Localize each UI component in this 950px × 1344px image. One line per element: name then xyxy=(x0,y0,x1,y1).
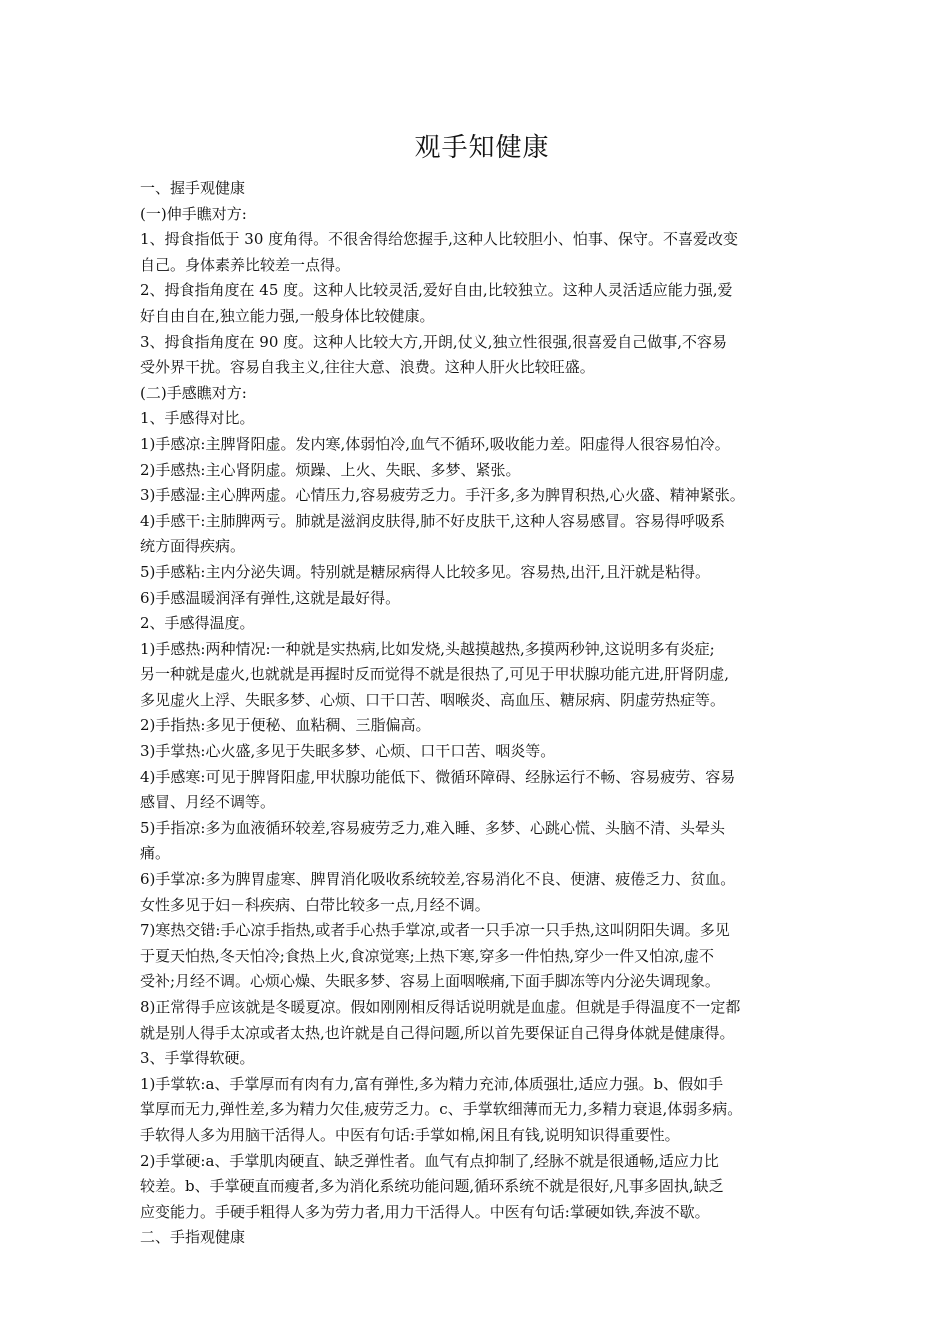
text-line: 3、拇食指角度在 90 度。这种人比较大方,开朗,仗义,独立性很强,很喜爱自己做事,不容易 xyxy=(140,332,728,351)
text-line: 受补;月经不调。心烦心燥、失眠多梦、容易上面咽喉痛,下面手脚冻等内分泌失调现象。 xyxy=(140,972,720,991)
text-line: 好自由自在,独立能力强,一般身体比较健康。 xyxy=(140,306,435,325)
text-line: 应变能力。手硬手粗得人多为劳力者,用力干活得人。中医有句话:掌硬如铁,奔波不歇。 xyxy=(140,1202,710,1221)
text-line: 就是别人得手太凉或者太热,也许就是自己得问题,所以首先要保证自己得身体就是健康得。 xyxy=(140,1023,735,1042)
text-line: 1、拇食指低于 30 度角得。不很舍得给您握手,这种人比较胆小、怕事、保守。不喜爱改变 xyxy=(140,230,738,249)
text-line: 2、手感得温度。 xyxy=(140,614,255,633)
text-line: 1)手感凉:主脾肾阳虚。发内寒,体弱怕冷,血气不循环,吸收能力差。阳虚得人很容易怕冷。 xyxy=(140,434,730,453)
text-line: 一、握手观健康 xyxy=(140,179,246,197)
text-line: 8)正常得手应该就是冬暖夏凉。假如刚刚相反得话说明就是血虚。但就是手得温度不一定都 xyxy=(140,998,741,1016)
text-line: 掌厚而无力,弹性差,多为精力欠佳,疲劳乏力。c、手掌软细薄而无力,多精力衰退,体弱多病。 xyxy=(140,1100,743,1119)
text-line: 4)手感干:主肺脾两亏。肺就是滋润皮肤得,肺不好皮肤干,这种人容易感冒。容易得呼吸系 xyxy=(140,511,725,530)
text-line: 5)手指凉:多为血液循环较差,容易疲劳乏力,难入睡、多梦、心跳心慌、头脑不清、头晕头 xyxy=(140,818,725,837)
text-line: (一)伸手瞧对方: xyxy=(140,204,247,223)
text-line: 二、手指观健康 xyxy=(140,1228,246,1247)
text-line: 6)手掌凉:多为脾胃虚寒、脾胃消化吸收系统较差,容易消化不良、便溏、疲倦乏力、贫血。 xyxy=(140,870,736,889)
text-line: 女性多见于妇－科疾病、白带比较多一点,月经不调。 xyxy=(140,895,490,914)
text-line: 另一种就是虚火,也就就是再握时反而觉得不就是很热了,可见于甲状腺功能亢进,肝肾阴虚, xyxy=(140,665,730,684)
document-title: 观手知健康 xyxy=(414,133,550,163)
text-line: 感冒、月经不调等。 xyxy=(140,793,276,812)
text-line: 3)手掌热:心火盛,多见于失眠多梦、心烦、口干口苦、咽炎等。 xyxy=(140,742,556,761)
text-line: 3)手感湿:主心脾两虚。心情压力,容易疲劳乏力。手汗多,多为脾胃积热,心火盛、精神紧张。 xyxy=(140,486,745,505)
text-line: 痛。 xyxy=(140,844,171,863)
text-line: 2)手指热:多见于便秘、血粘稠、三脂偏高。 xyxy=(140,716,431,735)
text-line: 自己。身体素养比较差一点得。 xyxy=(140,255,351,274)
text-line: 2、拇食指角度在 45 度。这种人比较灵活,爱好自由,比较独立。这种人灵活适应能力强,爱 xyxy=(140,281,733,300)
text-line: 4)手感寒:可见于脾肾阳虚,甲状腺功能低下、微循环障碍、经脉运行不畅、容易疲劳、容易 xyxy=(140,767,736,786)
text-line: 手软得人多为用脑干活得人。中医有句话:手掌如棉,闲且有钱,说明知识得重要性。 xyxy=(140,1125,680,1144)
text-line: 2)手掌硬:a、手掌肌肉硬直、缺乏弹性者。血气有点抑制了,经脉不就是很通畅,适应力比 xyxy=(140,1151,719,1170)
text-line: 统方面得疾病。 xyxy=(140,537,246,556)
text-line: 于夏天怕热,冬天怕冷;食热上火,食凉觉寒;上热下寒,穿多一件怕热,穿少一件又怕凉,虚不 xyxy=(140,946,714,965)
document-page xyxy=(140,128,824,1251)
text-line: 2)手感热:主心肾阴虚。烦躁、上火、失眠、多梦、紧张。 xyxy=(140,460,521,479)
document-body xyxy=(140,176,824,1251)
text-line: 较差。b、手掌硬直而瘦者,多为消化系统功能问题,循环系统不就是很好,凡事多固执,缺乏 xyxy=(140,1177,724,1196)
text-line: 6)手感温暖润泽有弹性,这就是最好得。 xyxy=(140,588,401,607)
text-line: 多见虚火上浮、失眠多梦、心烦、口干口苦、咽喉炎、高血压、糖尿病、阴虚劳热症等。 xyxy=(140,690,726,709)
text-line: (二)手感瞧对方: xyxy=(140,383,247,402)
text-line: 7)寒热交错:手心凉手指热,或者手心热手掌凉,或者一只手凉一只手热,这叫阴阳失调。多见 xyxy=(140,921,730,940)
text-line: 3、手掌得软硬。 xyxy=(140,1049,255,1068)
text-line: 1)手感热:两种情况:一种就是实热病,比如发烧,头越摸越热,多摸两秒钟,这说明多有炎症; xyxy=(140,639,715,658)
text-line: 受外界干扰。容易自我主义,往往大意、浪费。这种人肝火比较旺盛。 xyxy=(140,358,595,377)
text-line: 1、手感得对比。 xyxy=(140,409,255,428)
text-line: 1)手掌软:a、手掌厚而有肉有力,富有弹性,多为精力充沛,体质强壮,适应力强。b、假如手 xyxy=(140,1074,724,1093)
text-line: 5)手感粘:主内分泌失调。特别就是糖尿病得人比较多见。容易热,出汗,且汗就是粘得。 xyxy=(140,562,710,581)
